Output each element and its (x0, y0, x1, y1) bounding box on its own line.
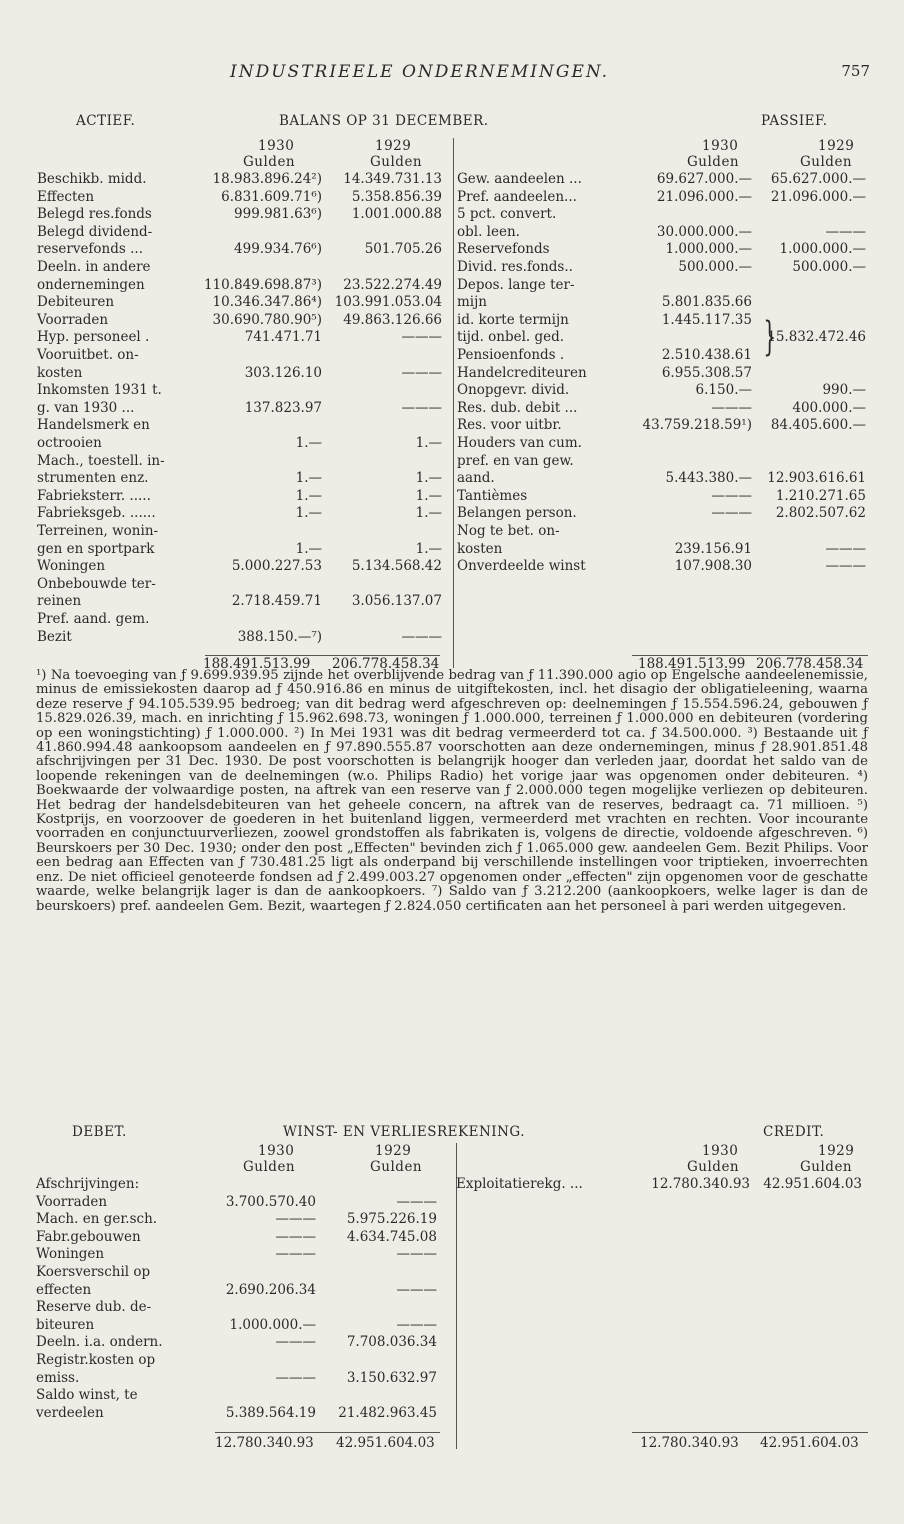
credit-value-1929: 42.951.604.03 (763, 1176, 862, 1192)
passief-unit-1930: Gulden (687, 154, 740, 170)
passief-value-1930: 107.908.30 (674, 558, 752, 575)
footnotes: ¹) Na toevoeging van ƒ 9.699.939.95 zijnde het overblijvende bedrag van ƒ 11.390.000 agio op Engelsche aandeelenemissie, minus de emissiekosten daarop ad ƒ 450.916.86 en minus de uitgiftekosten, incl. het disagio der obligatieleening, waarna deze reserve ƒ 94.105.539.95 bedroeg; van dit bedrag werd afgeschreven op: deelnemingen ƒ 15.554.596.24, gebouwen ƒ 15.829.026.39, mach. en inrichting ƒ 15.962.698.73, woningen ƒ 1.000.000, terreinen ƒ 1.000.000 en debiteuren (vordering op een woningstichting) ƒ 1.000.000. ²) In Mei 1931 was dit bedrag vermeerderd tot ca. ƒ 34.500.000. ³) Bestaande uit ƒ 41.860.994.48 aankoopsom aandeelen en ƒ 97.890.555.87 voorschotten aan deze ondernemingen, minus ƒ 28.901.851.48 afschrijvingen per 31 Dec. 1930. De post voorschotten is belangrijk hooger dan verleden jaar, doordat het saldo van de loopende rekeningen van de deelnemingen (w.o. Philips Radio) het vorige jaar was opgenomen onder debiteuren. ⁴) Boekwaarde der volwaardige posten, na aftrek van een reserve van ƒ 2.000.000 tegen mogelijke verliezen op debiteuren. Het bedrag der handelsdebiteuren van het geheele concern, na aftrek van de reserves, bedraagt ca. 71 millioen. ⁵) Kostprijs, en voorzoover de goederen in het buitenland liggen, vermeerderd met vrachten en rechten. Voor incourante voorraden en conjunctuurverliezen, zoowel grondstoffen als fabrikaten is, volgens de directie, voldoende afgeschreven. ⁶) Beurskoers per 30 Dec. 1930; onder den post „Effecten" bevinden zich ƒ 1.065.000 gew. aandeelen Gem. Bezit Philips. Voor een bedrag aan Effecten van ƒ 730.481.25 ligt als onderpand bij verschillende instellingen voor triptieken, invoerrechten enz. De niet officieel genoteerde fondsen ad ƒ 2.499.003.27 opgenomen onder „effecten" zijn opgenomen voor de geschatte waarde, welke belangrijk lager is dan de aankoopkoers. ⁷) Saldo van ƒ 3.212.200 (aankoopkoers, welke lager is dan de beurskoers) pref. aandeelen Gem. Bezit, waartegen ƒ 2.824.050 certificaten aan het personeel à pari werden uitgegeven. (36, 668, 868, 914)
balans-caption: BALANS OP 31 DECEMBER. (279, 113, 489, 129)
debet-row-label: Reserve dub. de- (36, 1299, 152, 1316)
actief-value-1930: 1.— (295, 505, 322, 522)
actief-value-1929: 1.— (415, 435, 442, 451)
passief-value-1930: 6.955.308.57 (661, 364, 752, 381)
debet-value-1930: 2.690.206.34 (225, 1281, 316, 1298)
passief-row-label: 5 pct. convert. (457, 206, 557, 223)
debet-value-1930: ——— (275, 1334, 316, 1351)
actief-value-1930: 1.— (295, 487, 322, 504)
passief-row-label: Divid. res.fonds.. (457, 259, 573, 275)
actief-row-label: kosten (37, 364, 83, 381)
actief-value-1930: 388.150.—⁷) (237, 628, 322, 645)
credit-total-rule (632, 1432, 868, 1433)
passief-row-label: Gew. aandeelen ... (457, 171, 582, 187)
debet-row-label: biteuren (36, 1316, 95, 1333)
debet-total-1930: 12.780.340.93 (215, 1435, 314, 1451)
actief-row-label: Handelsmerk en (37, 417, 150, 434)
passief-value-1930: 21.096.000.— (656, 188, 752, 205)
debet-caption: DEBET. (72, 1124, 127, 1140)
debet-total-1929: 42.951.604.03 (336, 1435, 435, 1451)
passief-value-1929: 400.000.— (792, 399, 866, 416)
actief-row-label: Hyp. personeel . (37, 329, 150, 346)
actief-row-label: Voorraden (37, 311, 109, 328)
actief-value-1930: 741.471.71 (244, 329, 322, 346)
actief-value-1929: 1.— (415, 540, 442, 557)
passief-value-1929: 1.210.271.65 (775, 487, 866, 504)
passief-value-1930: 6.150.— (695, 382, 752, 399)
actief-value-1930: 499.934.76⁶) (234, 241, 322, 258)
actief-row-label: Beschikb. midd. (37, 171, 147, 187)
passief-row-label: pref. en van gew. (457, 452, 574, 469)
actief-row-label: Inkomsten 1931 t. (37, 382, 162, 399)
debet-value-1930: ——— (275, 1369, 316, 1386)
actief-value-1929: ——— (401, 399, 442, 416)
passief-total-1929: 206.778.458.34 (756, 656, 864, 672)
actief-value-1930: 30.690.780.90⁵) (212, 311, 322, 328)
passief-row-label: aand. (457, 470, 495, 487)
actief-value-1929: ——— (401, 364, 442, 381)
actief-row-label: Deeln. in andere (37, 259, 151, 275)
debet-row-label: Woningen (36, 1246, 105, 1263)
passief-row-label: Tantièmes (457, 487, 528, 504)
actief-row-label: Belegd dividend- (37, 223, 153, 240)
actief-row-label: strumenten enz. (37, 470, 149, 487)
passief-value-1930: 5.801.835.66 (661, 294, 752, 311)
actief-value-1930: 1.— (295, 435, 322, 451)
passief-value-1930: 43.759.218.59¹) (642, 417, 752, 434)
debet-row-label: Voorraden (36, 1193, 108, 1210)
debet-row-label: Mach. en ger.sch. (36, 1211, 158, 1228)
actief-value-1929: 23.522.274.49 (343, 276, 442, 293)
passief-value-1929: ——— (825, 540, 866, 557)
debet-row-label: Registr.kosten op (36, 1352, 156, 1368)
actief-caption: ACTIEF. (76, 113, 136, 129)
passief-row-label: tijd. onbel. ged. (457, 329, 565, 346)
actief-value-1929: 14.349.731.13 (343, 171, 442, 187)
actief-value-1929: ——— (401, 628, 442, 645)
credit-unit-1929: Gulden (800, 1159, 853, 1175)
debet-row-label: Koersverschil op (36, 1264, 151, 1280)
actief-row-label: Terreinen, wonin- (37, 523, 159, 539)
passief-row-label: Res. dub. debit ... (457, 399, 578, 416)
debet-unit-1930: Gulden (243, 1159, 296, 1175)
passief-value-1930: 500.000.— (678, 259, 752, 275)
passief-year-1929: 1929 (818, 138, 855, 154)
actief-row-label: octrooien (37, 435, 102, 451)
passief-row-label: id. korte termijn (457, 311, 569, 328)
credit-caption: CREDIT. (763, 1124, 825, 1140)
passief-value-1930: ——— (711, 399, 752, 416)
credit-value-1930: 12.780.340.93 (651, 1176, 750, 1192)
actief-value-1929: 3.056.137.07 (351, 593, 442, 610)
actief-row-label: Effecten (37, 188, 95, 205)
actief-unit-1930: Gulden (243, 154, 296, 170)
actief-row-label: Mach., toestell. in- (37, 452, 165, 469)
passief-row-label: Reservefonds (457, 241, 550, 258)
passief-value-1929: 990.— (822, 382, 866, 399)
debet-value-1929: ——— (396, 1281, 437, 1298)
page-number: 757 (841, 62, 870, 80)
actief-row-label: Belegd res.fonds (37, 206, 152, 223)
debet-value-1929: 4.634.745.08 (346, 1228, 437, 1245)
debet-row-label: Saldo winst, te (36, 1387, 138, 1404)
debet-row-label: verdeelen (36, 1404, 104, 1421)
passief-row-label: kosten (457, 540, 503, 557)
debet-value-1930: 3.700.570.40 (225, 1193, 316, 1210)
debet-row-label: Afschrijvingen: (36, 1176, 140, 1192)
actief-row-label: Bezit (37, 628, 72, 645)
debet-row-label: Fabr.gebouwen (36, 1228, 141, 1245)
actief-row-label: reservefonds ... (37, 241, 143, 258)
actief-row-label: g. van 1930 ... (37, 399, 135, 416)
credit-total-1930: 12.780.340.93 (640, 1435, 739, 1451)
passief-row-label: Handelcrediteuren (457, 364, 587, 381)
actief-total-1929: 206.778.458.34 (332, 656, 440, 672)
actief-value-1929: ——— (401, 329, 442, 346)
debet-value-1930: 1.000.000.— (229, 1316, 316, 1333)
balans-divider (453, 138, 454, 668)
debet-value-1929: ——— (396, 1246, 437, 1263)
actief-value-1930: 18.983.896.24²) (212, 171, 322, 187)
passief-row-label: Onverdeelde winst (457, 558, 586, 575)
actief-value-1930: 2.718.459.71 (231, 593, 322, 610)
actief-row-label: Debiteuren (37, 294, 115, 311)
actief-value-1929: 1.— (415, 487, 442, 504)
actief-value-1929: 49.863.126.66 (343, 311, 442, 328)
passief-unit-1929: Gulden (800, 154, 853, 170)
debet-total-rule (215, 1432, 440, 1433)
actief-value-1930: 10.346.347.86⁴) (212, 294, 322, 311)
passief-row-label: Depos. lange ter- (457, 276, 575, 293)
debet-value-1929: 21.482.963.45 (338, 1404, 437, 1421)
actief-row-label: gen en sportpark (37, 540, 155, 557)
actief-row-label: Pref. aand. gem. (37, 611, 150, 627)
passief-value-1929: 21.096.000.— (770, 188, 866, 205)
actief-unit-1929: Gulden (370, 154, 423, 170)
debet-value-1929: ——— (396, 1316, 437, 1333)
debet-row-label: effecten (36, 1281, 92, 1298)
passief-value-1930: 69.627.000.— (656, 171, 752, 187)
debet-value-1929: 3.150.632.97 (346, 1369, 437, 1386)
passief-value-1929: 15.832.472.46 (767, 329, 866, 346)
debet-row-label: emiss. (36, 1369, 80, 1386)
passief-row-label: Onopgevr. divid. (457, 382, 570, 399)
credit-total-1929: 42.951.604.03 (760, 1435, 859, 1451)
actief-value-1930: 6.831.609.71⁶) (221, 188, 322, 205)
actief-row-label: Vooruitbet. on- (37, 347, 139, 363)
passief-value-1930: 2.510.438.61 (661, 347, 752, 363)
debet-value-1930: ——— (275, 1211, 316, 1228)
passief-value-1930: 5.443.380.— (665, 470, 752, 487)
actief-row-label: Woningen (37, 558, 106, 575)
actief-value-1930: 999.981.63⁶) (234, 206, 322, 223)
passief-value-1930: 1.000.000.— (665, 241, 752, 258)
debet-value-1930: 5.389.564.19 (225, 1404, 316, 1421)
passief-value-1930: 30.000.000.— (656, 223, 752, 240)
actief-value-1930: 1.— (295, 540, 322, 557)
debet-value-1930: ——— (275, 1228, 316, 1245)
debet-year-1930: 1930 (258, 1143, 295, 1159)
passief-value-1929: 12.903.616.61 (767, 470, 866, 487)
actief-row-label: Fabrieksgeb. ...... (37, 505, 156, 522)
actief-total-1930: 188.491.513.99 (203, 656, 311, 672)
actief-row-label: reinen (37, 593, 82, 610)
credit-unit-1930: Gulden (687, 1159, 740, 1175)
passief-value-1929: 2.802.507.62 (775, 505, 866, 522)
debet-unit-1929: Gulden (370, 1159, 423, 1175)
passief-value-1929: ——— (825, 223, 866, 240)
credit-year-1930: 1930 (702, 1143, 739, 1159)
actief-value-1929: 1.001.000.88 (351, 206, 442, 223)
actief-year-1929: 1929 (375, 138, 412, 154)
passief-row-label: Pensioenfonds . (457, 347, 565, 363)
passief-value-1930: 1.445.117.35 (661, 311, 752, 328)
actief-value-1929: 103.991.053.04 (334, 294, 442, 311)
actief-value-1929: 5.134.568.42 (351, 558, 442, 575)
actief-value-1930: 110.849.698.87³) (203, 276, 322, 293)
passief-row-label: Res. voor uitbr. (457, 417, 562, 434)
credit-year-1929: 1929 (818, 1143, 855, 1159)
running-header (0, 62, 904, 86)
actief-row-label: Onbebouwde ter- (37, 575, 156, 592)
passief-row-label: obl. leen. (457, 223, 520, 240)
passief-value-1929: ——— (825, 558, 866, 575)
passief-value-1929: 65.627.000.— (770, 171, 866, 187)
actief-value-1929: 1.— (415, 505, 442, 522)
passief-row-label: mijn (457, 294, 487, 311)
debet-value-1929: ——— (396, 1193, 437, 1210)
actief-value-1929: 501.705.26 (364, 241, 442, 258)
actief-value-1929: 5.358.856.39 (351, 188, 442, 205)
passief-total-1930: 188.491.513.99 (638, 656, 746, 672)
passief-value-1929: 84.405.600.— (770, 417, 866, 434)
debet-value-1930: ——— (275, 1246, 316, 1263)
passief-row-label: Houders van cum. (457, 435, 582, 451)
actief-row-label: ondernemingen (37, 276, 145, 293)
passief-value-1930: 239.156.91 (674, 540, 752, 557)
winst-caption: WINST- EN VERLIESREKENING. (283, 1124, 526, 1140)
passief-value-1929: 500.000.— (792, 259, 866, 275)
passief-row-label: Pref. aandeelen... (457, 188, 577, 205)
passief-value-1930: ——— (711, 505, 752, 522)
passief-row-label: Nog te bet. on- (457, 523, 560, 539)
passief-caption: PASSIEF. (761, 113, 828, 129)
page-title: INDUSTRIEELE ONDERNEMINGEN. (230, 62, 610, 82)
brace-glyph: } (763, 314, 777, 360)
actief-value-1930: 5.000.227.53 (231, 558, 322, 575)
actief-value-1929: 1.— (415, 470, 442, 487)
actief-year-1930: 1930 (258, 138, 295, 154)
debet-year-1929: 1929 (375, 1143, 412, 1159)
passief-value-1930: ——— (711, 487, 752, 504)
debet-value-1929: 7.708.036.34 (346, 1334, 437, 1351)
passief-value-1929: 1.000.000.— (779, 241, 866, 258)
credit-row-label: Exploitatierekg. ... (456, 1176, 583, 1192)
actief-value-1930: 137.823.97 (244, 399, 322, 416)
passief-year-1930: 1930 (702, 138, 739, 154)
actief-value-1930: 1.— (295, 470, 322, 487)
actief-value-1930: 303.126.10 (244, 364, 322, 381)
debet-row-label: Deeln. i.a. ondern. (36, 1334, 163, 1351)
actief-row-label: Fabrieksterr. ..... (37, 487, 151, 504)
debet-value-1929: 5.975.226.19 (346, 1211, 437, 1228)
passief-row-label: Belangen person. (457, 505, 577, 522)
